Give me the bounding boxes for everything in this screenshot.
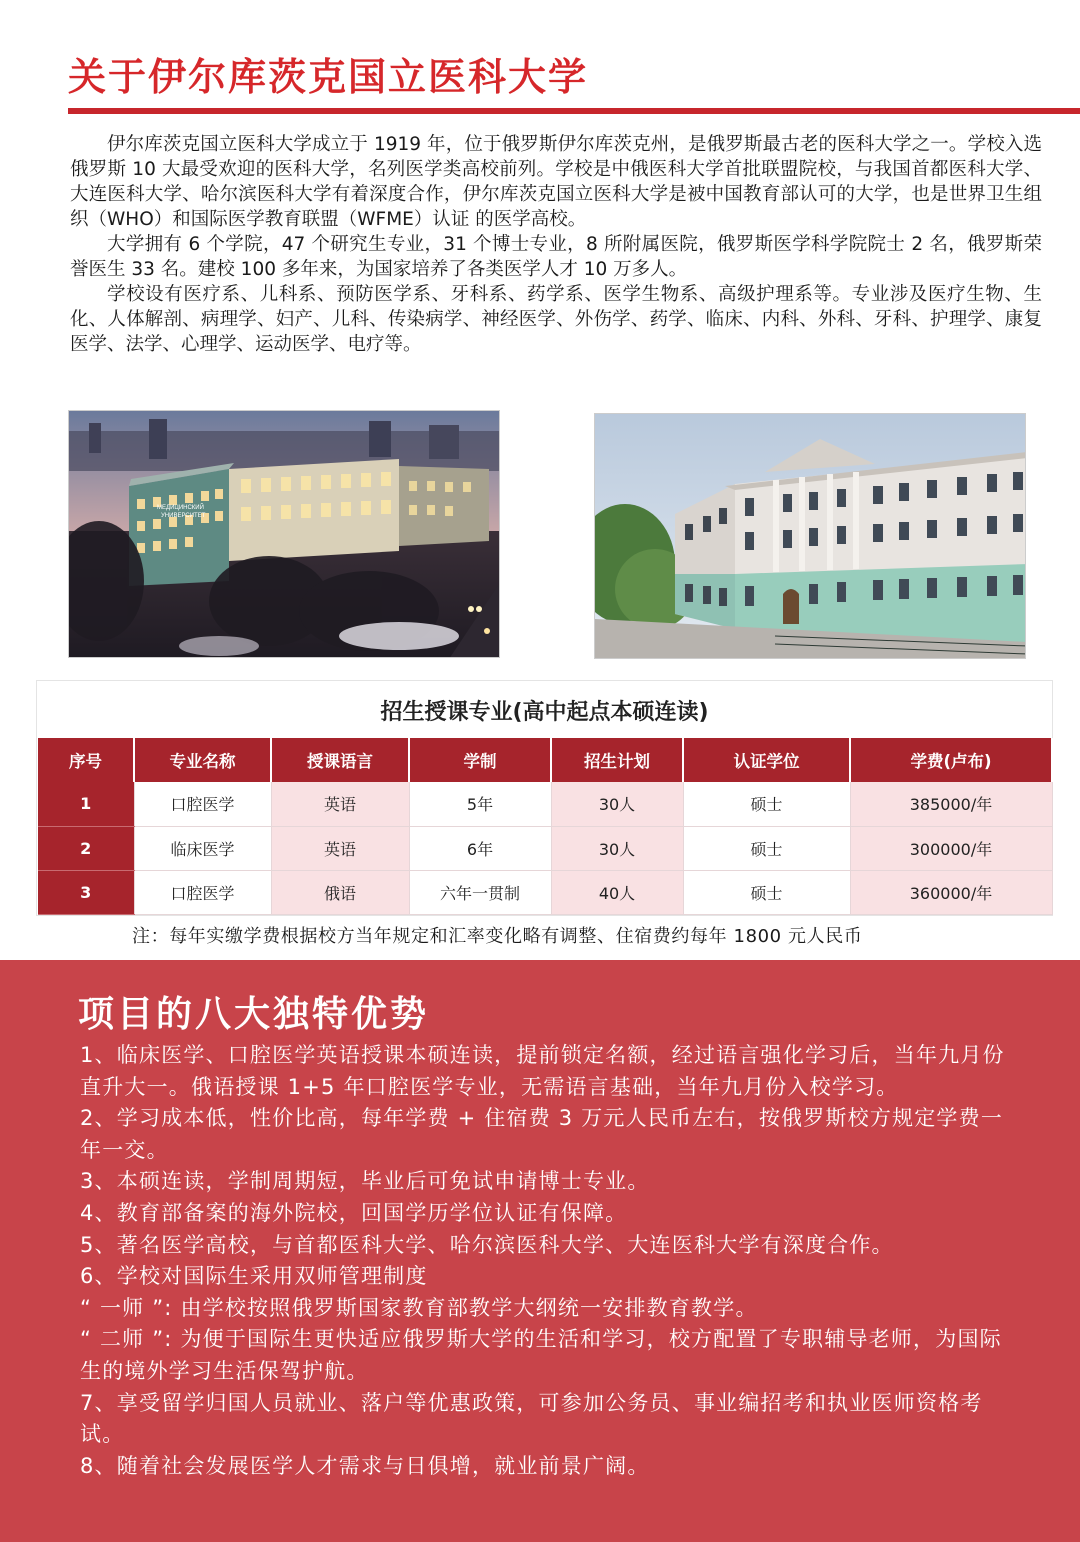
row-duration: 5年	[409, 782, 551, 826]
row-degree: 硕士	[683, 870, 850, 914]
row-enrollment: 30人	[551, 826, 683, 870]
row-major: 口腔医学	[134, 870, 271, 914]
header-tuition: 学费(卢布)	[850, 738, 1052, 782]
header-degree: 认证学位	[683, 738, 850, 782]
row-enrollment: 40人	[551, 870, 683, 914]
intro-paragraph-3: 学校设有医疗系、儿科系、预防医学系、牙科系、药学系、医学生物系、高级护理系等。专业涉及医疗生物、生化、人体解剖、病理学、妇产、儿科、传染病学、神经医学、外伤学、药学、临床、内科、外科、牙科、护理学、康复医学、法学、心理学、运动医学、电疗等。	[70, 284, 1042, 355]
campus-night-photo	[68, 410, 500, 658]
intro-paragraph-1: 伊尔库茨克国立医科大学成立于 1919 年，位于俄罗斯伊尔库茨克州，是俄罗斯最古老的医科大学之一。学校入选俄罗斯 10 大最受欢迎的医科大学，名列医学类高校前列。学校是中俄医科大学首批联盟院校，与我国首都医科大学、大连医科大学、哈尔滨医科大学有着深度合作，伊尔库茨克国立医科大学是被中国教育部认可的大学，也是世界卫生组织（WHO）和国际医学教育联盟（WFME）认证 的医学高校。	[70, 134, 1042, 230]
advantage-item: 7、享受留学归国人员就业、落户等优惠政策，可参加公务员、事业编招考和执业医师资格考试。	[80, 1390, 983, 1447]
header-index: 序号	[38, 738, 134, 782]
header-enrollment: 招生计划	[551, 738, 683, 782]
row-duration: 六年一贯制	[409, 870, 551, 914]
university-building-photo	[594, 413, 1026, 659]
table-row	[38, 782, 1052, 826]
row-language: 英语	[271, 782, 409, 826]
row-index: 2	[38, 826, 134, 870]
advantage-item: “ 一师 ”: 由学校按照俄罗斯国家教育部教学大纲统一安排教育教学。	[80, 1295, 758, 1320]
advantage-item: 3、本硕连读，学制周期短，毕业后可免试申请博士专业。	[80, 1169, 650, 1194]
row-language: 俄语	[271, 870, 409, 914]
intro-paragraph-2: 大学拥有 6 个学院，47 个研究生专业，31 个博士专业，8 所附属医院，俄罗斯医学科学院院士 2 名，俄罗斯荣誉医生 33 名。建校 100 多年来，为国家培养了各类医学人才 10 万多人。	[70, 234, 1042, 280]
row-tuition: 360000/年	[850, 870, 1052, 914]
tuition-note: 注：每年实缴学费根据校方当年规定和汇率变化略有调整、住宿费约每年 1800 元人民币	[132, 926, 863, 947]
row-degree: 硕士	[683, 782, 850, 826]
advantage-item: 6、学校对国际生采用双师管理制度	[80, 1264, 428, 1289]
building-sign-line1: МЕДИЦИНСКИЙ	[157, 505, 204, 511]
advantage-item: 1、临床医学、口腔医学英语授课本硕连读，提前锁定名额，经过语言强化学习后，当年九月份直升大一。俄语授课 1+5 年口腔医学专业，无需语言基础，当年九月份入校学习。	[80, 1043, 1005, 1099]
row-language: 英语	[271, 826, 409, 870]
row-major: 口腔医学	[134, 782, 271, 826]
advantages-section	[0, 960, 1080, 1542]
advantage-item: 8、随着社会发展医学人才需求与日俱增，就业前景广阔。	[80, 1453, 650, 1478]
table-row	[38, 826, 1052, 870]
advantages-title: 项目的八大独特优势	[78, 994, 430, 1035]
intro-text	[70, 132, 1042, 357]
advantage-item: 4、教育部备案的海外院校，回国学历学位认证有保障。	[80, 1200, 628, 1225]
program-table	[38, 738, 1053, 915]
building-sign-line2: УНИВЕРСИТЕТ	[161, 513, 206, 519]
row-tuition: 385000/年	[850, 782, 1052, 826]
header-duration: 学制	[409, 738, 551, 782]
row-degree: 硕士	[683, 826, 850, 870]
row-duration: 6年	[409, 826, 551, 870]
row-enrollment: 30人	[551, 782, 683, 826]
table-header-row	[38, 738, 1052, 782]
header-language: 授课语言	[271, 738, 409, 782]
program-table-card	[36, 680, 1053, 916]
row-tuition: 300000/年	[850, 826, 1052, 870]
advantage-item: 5、著名医学高校，与首都医科大学、哈尔滨医科大学、大连医科大学有深度合作。	[80, 1232, 894, 1257]
page-title: 关于伊尔库茨克国立医科大学	[68, 55, 589, 99]
header-major: 专业名称	[134, 738, 271, 782]
row-index: 1	[38, 782, 134, 826]
row-major: 临床医学	[134, 826, 271, 870]
program-table-title: 招生授课专业(高中起点本硕连读)	[380, 700, 709, 725]
table-row	[38, 870, 1052, 914]
row-index: 3	[38, 870, 134, 914]
advantage-item: “ 二师 ”: 为便于国际生更快适应俄罗斯大学的生活和学习，校方配置了专职辅导老师，为国际生的境外学习生活保驾护航。	[80, 1327, 1002, 1383]
advantages-list	[80, 1040, 1020, 1482]
title-underline	[68, 108, 1080, 114]
advantage-item: 2、学习成本低，性价比高，每年学费 + 住宿费 3 万元人民币左右，按俄罗斯校方规定学费一年一交。	[80, 1106, 1004, 1162]
